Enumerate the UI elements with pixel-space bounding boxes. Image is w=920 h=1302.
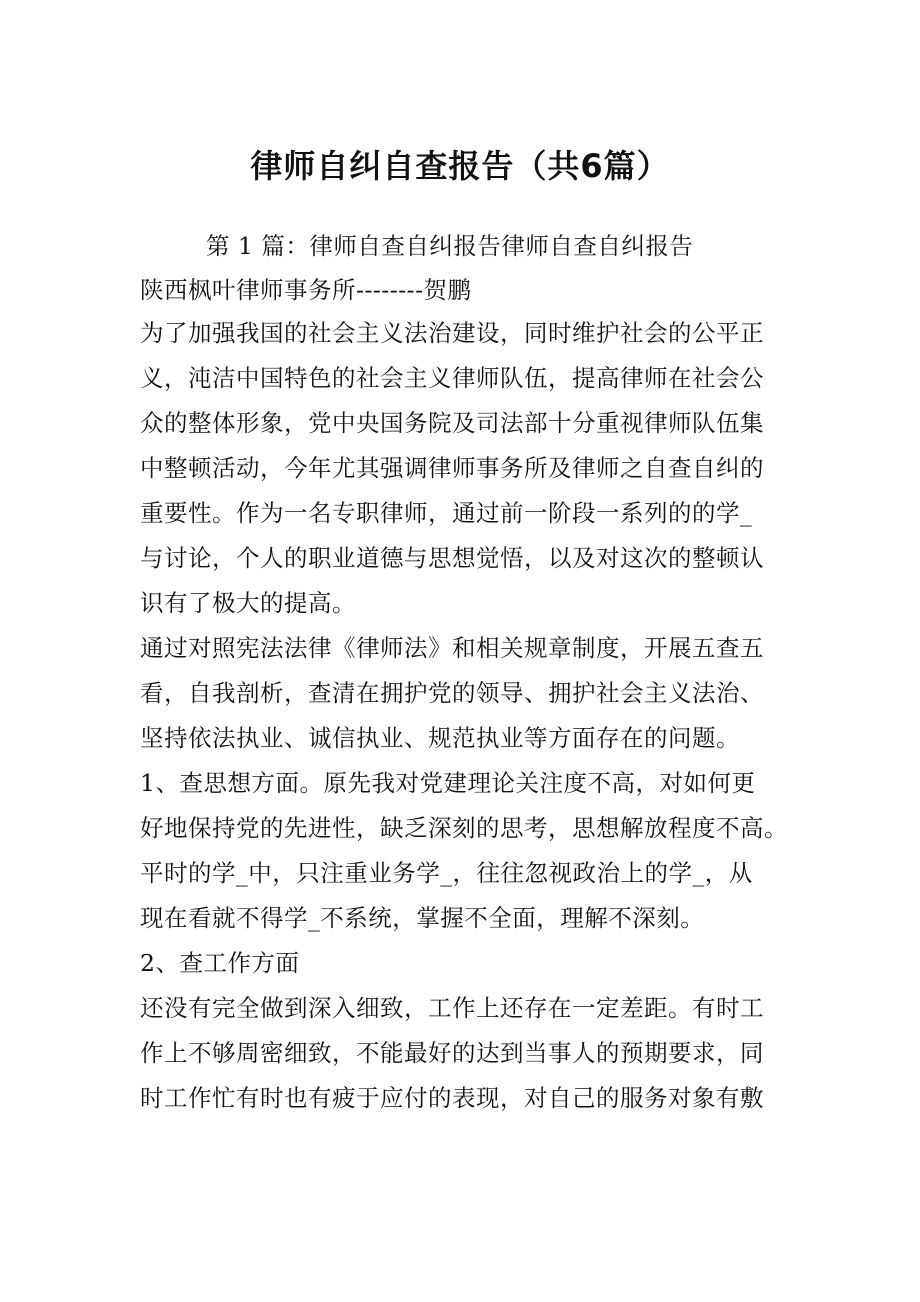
paragraph-line: 中整顿活动，今年尤其强调律师事务所及律师之自查自纠的 bbox=[140, 454, 764, 482]
paragraph-line: 众的整体形象，党中央国务院及司法部十分重视律师队伍集 bbox=[140, 409, 764, 437]
author-line: 陕西枫叶律师事务所--------贺鹏 bbox=[140, 276, 472, 304]
paragraph-line: 义，沌洁中国特色的社会主义律师队伍，提高律师在社会公 bbox=[140, 364, 764, 392]
paragraph-line: 作上不够周密细致，不能最好的达到当事人的预期要求，同 bbox=[140, 1039, 764, 1067]
paragraph-line: 通过对照宪法法律《律师法》和相关规章制度，开展五查五 bbox=[140, 634, 764, 662]
paragraph-line: 为了加强我国的社会主义法治建设，同时维护社会的公平正 bbox=[140, 319, 764, 347]
paragraph-line: 还没有完全做到深入细致，工作上还存在一定差距。有时工 bbox=[140, 994, 764, 1022]
paragraph-line: 识有了极大的提高。 bbox=[140, 589, 356, 617]
paragraph-line: 平时的学_中，只注重业务学_，往往忽视政治上的学_，从 bbox=[140, 859, 753, 887]
document-title: 律师自纠自查报告（共6篇） bbox=[250, 147, 670, 185]
paragraph-line: 重要性。作为一名专职律师，通过前一阶段一系列的的学_ bbox=[140, 499, 753, 527]
paragraph-line: 现在看就不得学_不系统，掌握不全面，理解不深刻。 bbox=[140, 904, 705, 932]
chapter-heading: 第 1 篇：律师自查自纠报告律师自查自纠报告 bbox=[206, 232, 694, 260]
paragraph-line: 时工作忙有时也有疲于应付的表现，对自己的服务对象有敷 bbox=[140, 1084, 764, 1112]
section-heading: 2、查工作方面 bbox=[140, 949, 300, 977]
document-body bbox=[140, 224, 790, 1121]
paragraph-line: 1、查思想方面。原先我对党建理论关注度不高，对如何更 bbox=[140, 769, 756, 797]
paragraph-line: 看，自我剖析，查清在拥护党的领导、拥护社会主义法治、 bbox=[140, 679, 764, 707]
paragraph-line: 与讨论，个人的职业道德与思想觉悟，以及对这次的整顿认 bbox=[140, 544, 764, 572]
paragraph-line: 好地保持党的先进性，缺乏深刻的思考，思想解放程度不高。 bbox=[140, 814, 788, 842]
paragraph-line: 坚持依法执业、诚信执业、规范执业等方面存在的问题。 bbox=[140, 724, 740, 752]
